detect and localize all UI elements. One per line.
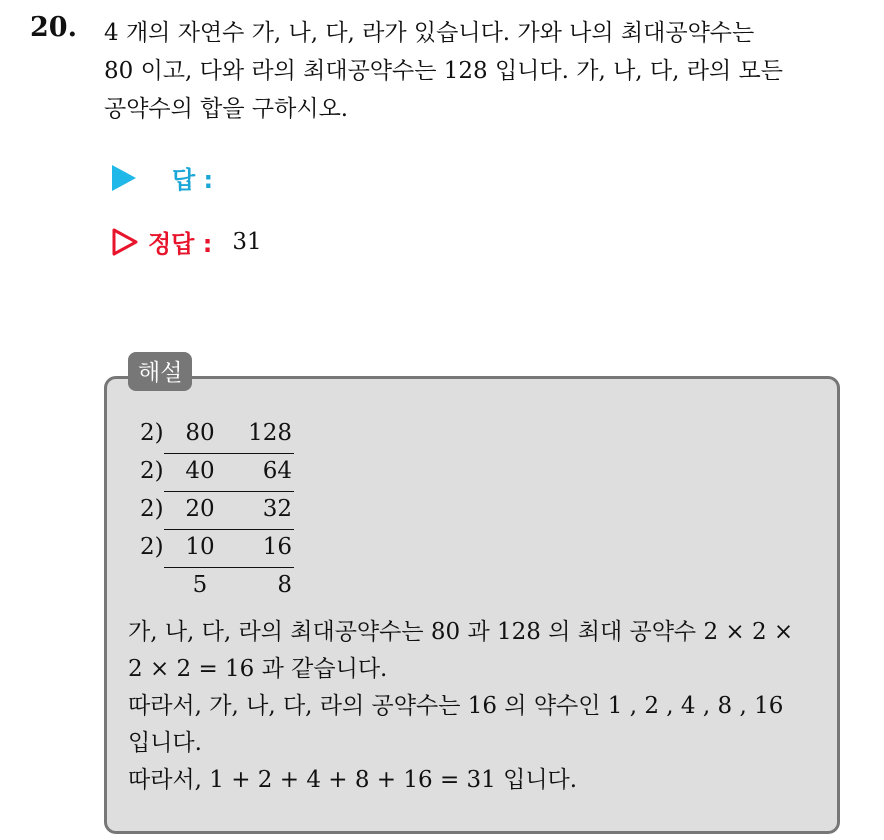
answer-row [112,160,213,195]
question-line: 4 개의 자연수 가, 나, 다, 라가 있습니다. 가와 나의 최대공약수는 [104,20,755,46]
quotient-a: 40 [185,458,215,484]
quotient-b: 8 [277,572,292,598]
explanation-text [128,614,828,799]
question-line: 공약수의 합을 구하시오. [104,96,349,122]
correct-answer-value: 31 [232,228,262,255]
explanation-line: 입니다. [128,730,202,756]
quotient-a: 5 [192,572,208,598]
question-text [104,14,864,128]
quotient-b: 32 [262,496,292,522]
quotient-b: 128 [248,420,292,446]
correct-answer-row [112,224,262,259]
quotient-a: 20 [185,496,215,522]
quotient-b: 64 [262,458,292,484]
correct-answer-label: 정답 : [148,230,213,258]
divisor: 2) [140,420,164,446]
explanation-tag: 해설 [128,352,192,391]
explanation-line: 따라서, 가, 나, 다, 라의 공약수는 16 의 약수인 1 , 2 , 4 , 8 , 16 [128,693,784,719]
quotient-a: 10 [185,534,215,560]
explanation-line: 따라서, 1 + 2 + 4 + 8 + 16 = 31 입니다. [128,767,578,793]
question-number: 20. [30,12,77,43]
quotient-b: 16 [262,534,292,560]
play-outline-icon [112,228,138,256]
divisor: 2) [140,458,164,484]
divisor: 2) [140,534,164,560]
answer-label: 답 : [172,166,214,194]
explanation-line: 2 × 2 = 16 과 같습니다. [128,656,388,682]
question-line: 80 이고, 다와 라의 최대공약수는 128 입니다. 가, 나, 다, 라의 모든 [104,58,783,84]
divisor: 2) [140,496,164,522]
play-filled-icon [112,165,136,191]
explanation-line: 가, 나, 다, 라의 최대공약수는 80 과 128 의 최대 공약수 2 × 2 × [128,619,794,645]
quotient-a: 80 [185,420,215,446]
